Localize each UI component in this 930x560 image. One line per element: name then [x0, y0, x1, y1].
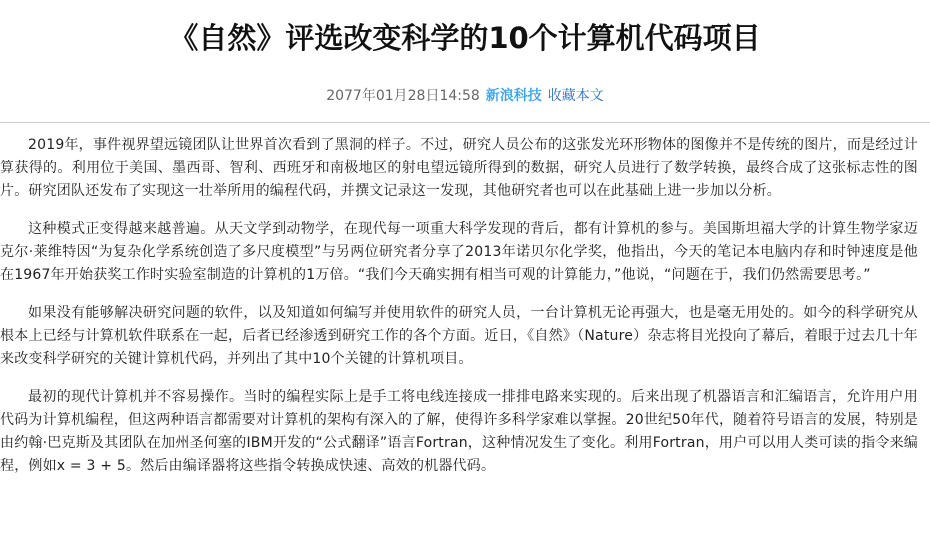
- paragraph: 如果没有能够解决研究问题的软件，以及知道如何编写并使用软件的研究人员，一台计算机无论再强大，也是毫无用处的。如今的科学研究从根本上已经与计算机软件联系在一起，后者已经渗透到研究工作的各个方面。近日，《自然》（Nature）杂志将目光投向了幕后，着眼于过去几十年来改变科学研究的关键计算机代码，并列出了其中10个关键的计算机项目。: [0, 305, 918, 367]
- paragraph: 这种模式正变得越来越普遍。从天文学到动物学，在现代每一项重大科学发现的背后，都有计算机的参与。美国斯坦福大学的计算生物学家迈克尔·莱维特因“为复杂化学系统创造了多尺度模型”与另两位研究者分享了2013年诺贝尔化学奖，他指出，今天的笔记本电脑内存和时钟速度是他在1967年开始获奖工作时实验室制造的计算机的1万倍。“我们今天确实拥有相当可观的计算能力，”他说，“问题在于，我们仍然需要思考。”: [0, 221, 918, 283]
- article-meta: [0, 86, 930, 106]
- source-link[interactable]: 新浪科技: [485, 88, 542, 104]
- article-body: [0, 134, 918, 493]
- favorite-link[interactable]: 收藏本文: [547, 88, 604, 104]
- publish-date: 2077年01月28日14:58: [326, 88, 480, 104]
- paragraph: 最初的现代计算机并不容易操作。当时的编程实际上是手工将电线连接成一排排电路来实现的。后来出现了机器语言和汇编语言，允许用户用代码为计算机编程，但这两种语言都需要对计算机的架构有深入的了解，使得许多科学家难以掌握。20世纪50年代，随着符号语言的发展，特别是由约翰·巴克斯及其团队在加州圣何塞的IBM开发的“公式翻译”语言Fortran，这种情况发生了变化。利用Fortran，用户可以用人类可读的指令来编程，例如x = 3 + 5。然后由编译器将这些指令转换成快速、高效的机器代码。: [0, 389, 918, 474]
- divider: [0, 122, 930, 123]
- paragraph: 2019年，事件视界望远镜团队让世界首次看到了黑洞的样子。不过，研究人员公布的这张发光环形物体的图像并不是传统的图片，而是经过计算获得的。利用位于美国、墨西哥、智利、西班牙和南极地区的射电望远镜所得到的数据，研究人员进行了数学转换，最终合成了这张标志性的图片。研究团队还发布了实现这一壮举所用的编程代码，并撰文记录这一发现，其他研究者也可以在此基础上进一步加以分析。: [0, 137, 918, 199]
- article-title: 《自然》评选改变科学的10个计算机代码项目: [169, 21, 761, 55]
